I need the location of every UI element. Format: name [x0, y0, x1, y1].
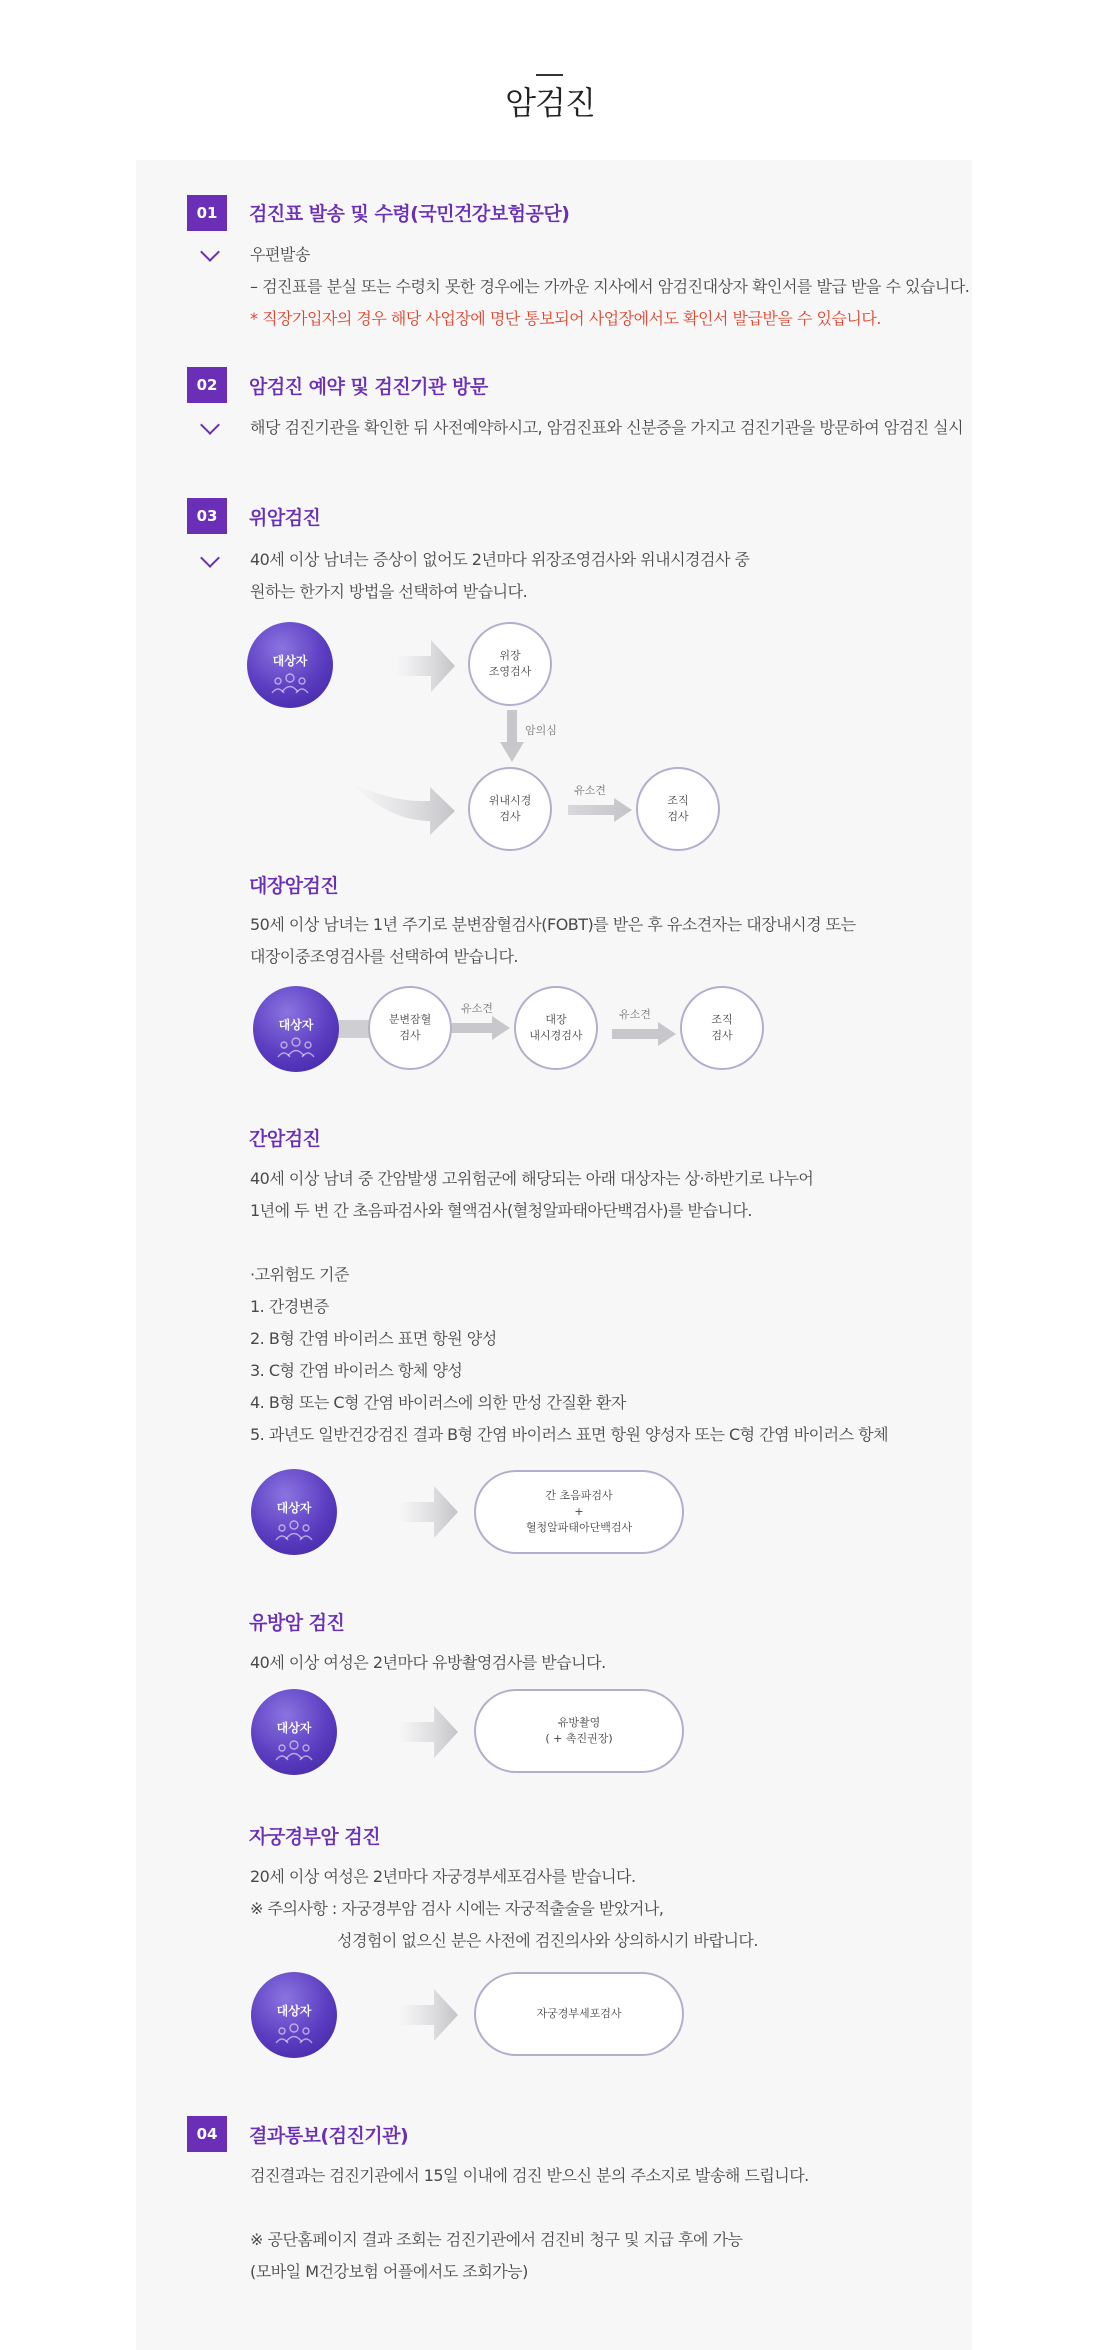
label-finding: 유소견 [574, 784, 606, 797]
arrow-right-icon [612, 1022, 676, 1046]
liver-criteria-title: ·고위험도 기준 [250, 1265, 349, 1284]
colon-line: 대장이중조영검사를 선택하여 받습니다. [250, 947, 519, 966]
target-circle [251, 1469, 337, 1555]
curved-arrow-icon [350, 775, 455, 837]
liver-criteria-item: 2. B형 간염 바이러스 표면 항원 양성 [250, 1329, 497, 1348]
target-circle [251, 1689, 337, 1775]
cervix-title: 자궁경부암 검진 [249, 1826, 381, 1848]
step2-line: 해당 검진기관을 확인한 뒤 사전예약하시고, 암검진표와 신분증을 가지고 검진기관을 방문하여 암검진 실시 [250, 418, 964, 437]
liver-criteria-item: 5. 과년도 일반건강검진 결과 B형 간염 바이러스 표면 항원 양성자 또는 C형 간염 바이러스 항체 [250, 1425, 889, 1444]
label-finding: 유소견 [619, 1008, 651, 1021]
target-label: 대상자 [278, 1018, 314, 1032]
title-decoration [536, 74, 563, 76]
colon-title: 대장암검진 [249, 875, 339, 897]
node-endoscopy: 위내시경 검사 [468, 767, 552, 851]
cervix-line: 20세 이상 여성은 2년마다 자궁경부세포검사를 받습니다. [250, 1867, 636, 1886]
exam-pill-breast: 유방촬영 ( + 촉진권장) [474, 1689, 684, 1773]
step-title-04: 결과통보(검진기관) [249, 2125, 409, 2147]
label-suspect: 암의심 [525, 724, 557, 737]
step-title-02: 암검진 예약 및 검진기관 방문 [249, 376, 488, 398]
step4-line: (모바일 M건강보험 어플에서도 조회가능) [250, 2262, 528, 2281]
arrow-right-icon [452, 1016, 510, 1040]
step-number-03: 03 [187, 498, 227, 534]
liver-line: 40세 이상 남녀 중 간암발생 고위험군에 해당되는 아래 대상자는 상·하반기로 나누어 [250, 1169, 814, 1188]
step-number-04: 04 [187, 2116, 227, 2152]
page-title: 암검진 [505, 84, 595, 122]
node-biopsy: 조직 검사 [680, 986, 764, 1070]
liver-criteria-item: 4. B형 또는 C형 간염 바이러스에 의한 만성 간질환 환자 [250, 1393, 626, 1412]
exam-pill-cervix: 자궁경부세포검사 [474, 1972, 684, 2056]
exam-pill-liver: 간 초음파검사 + 혈청알파태아단백검사 [474, 1470, 684, 1554]
liver-title: 간암검진 [249, 1128, 321, 1150]
target-circle [251, 1972, 337, 2058]
step1-line: – 검진표를 분실 또는 수령치 못한 경우에는 가까운 지사에서 암검진대상자 확인서를 발급 받을 수 있습니다. [250, 277, 970, 296]
step1-line: 우편발송 [250, 245, 310, 264]
stomach-line: 40세 이상 남녀는 증상이 없어도 2년마다 위장조영검사와 위내시경검사 중 [250, 550, 750, 569]
label-finding: 유소견 [461, 1002, 493, 1015]
people-icon [274, 1739, 314, 1761]
people-icon [276, 1036, 316, 1058]
node-biopsy: 조직 검사 [636, 767, 720, 851]
node-fobt: 분변잠혈 검사 [368, 986, 452, 1070]
step-number-01: 01 [187, 195, 227, 231]
liver-criteria-item: 1. 간경변증 [250, 1297, 329, 1316]
node-colonoscopy: 대장 내시경검사 [514, 986, 598, 1070]
arrow-down-icon [500, 710, 524, 762]
people-icon [274, 1519, 314, 1541]
step4-line: 검진결과는 검진기관에서 15일 이내에 검진 받으신 분의 주소지로 발송해 드립니다. [250, 2166, 809, 2185]
arrow-right-icon [398, 1706, 458, 1758]
people-icon [270, 672, 310, 694]
target-circle [253, 986, 339, 1072]
stomach-line: 원하는 한가지 방법을 선택하여 받습니다. [250, 582, 528, 601]
liver-criteria-item: 3. C형 간염 바이러스 항체 양성 [250, 1361, 463, 1380]
step1-warning: * 직장가입자의 경우 해당 사업장에 명단 통보되어 사업장에서도 확인서 발급받을 수 있습니다. [250, 309, 881, 328]
people-icon [274, 2022, 314, 2044]
target-circle [247, 622, 333, 708]
target-label: 대상자 [276, 1721, 312, 1735]
arrow-right-icon [568, 798, 632, 822]
cervix-line: 성경험이 없으신 분은 사전에 검진의사와 상의하시기 바랍니다. [337, 1931, 758, 1950]
target-label: 대상자 [276, 1501, 312, 1515]
arrow-right-icon [398, 1989, 458, 2041]
target-label: 대상자 [272, 654, 308, 668]
cervix-line: ※ 주의사항 : 자궁경부암 검사 시에는 자궁적출술을 받았거나, [250, 1899, 664, 1918]
node-upper-gi: 위장 조영검사 [468, 622, 552, 706]
breast-line: 40세 이상 여성은 2년마다 유방촬영검사를 받습니다. [250, 1653, 606, 1672]
arrow-right-icon [395, 640, 455, 692]
colon-line: 50세 이상 남녀는 1년 주기로 분변잠혈검사(FOBT)를 받은 후 유소견자는 대장내시경 또는 [250, 915, 856, 934]
step-title-01: 검진표 발송 및 수령(국민건강보험공단) [249, 203, 570, 225]
stomach-title: 위암검진 [249, 507, 321, 529]
arrow-right-icon [398, 1486, 458, 1538]
step4-line: ※ 공단홈페이지 결과 조회는 검진기관에서 검진비 청구 및 지급 후에 가능 [250, 2230, 743, 2249]
target-label: 대상자 [276, 2004, 312, 2018]
step-number-02: 02 [187, 367, 227, 403]
liver-line: 1년에 두 번 간 초음파검사와 혈액검사(혈청알파태아단백검사)를 받습니다. [250, 1201, 752, 1220]
breast-title: 유방암 검진 [249, 1612, 345, 1634]
